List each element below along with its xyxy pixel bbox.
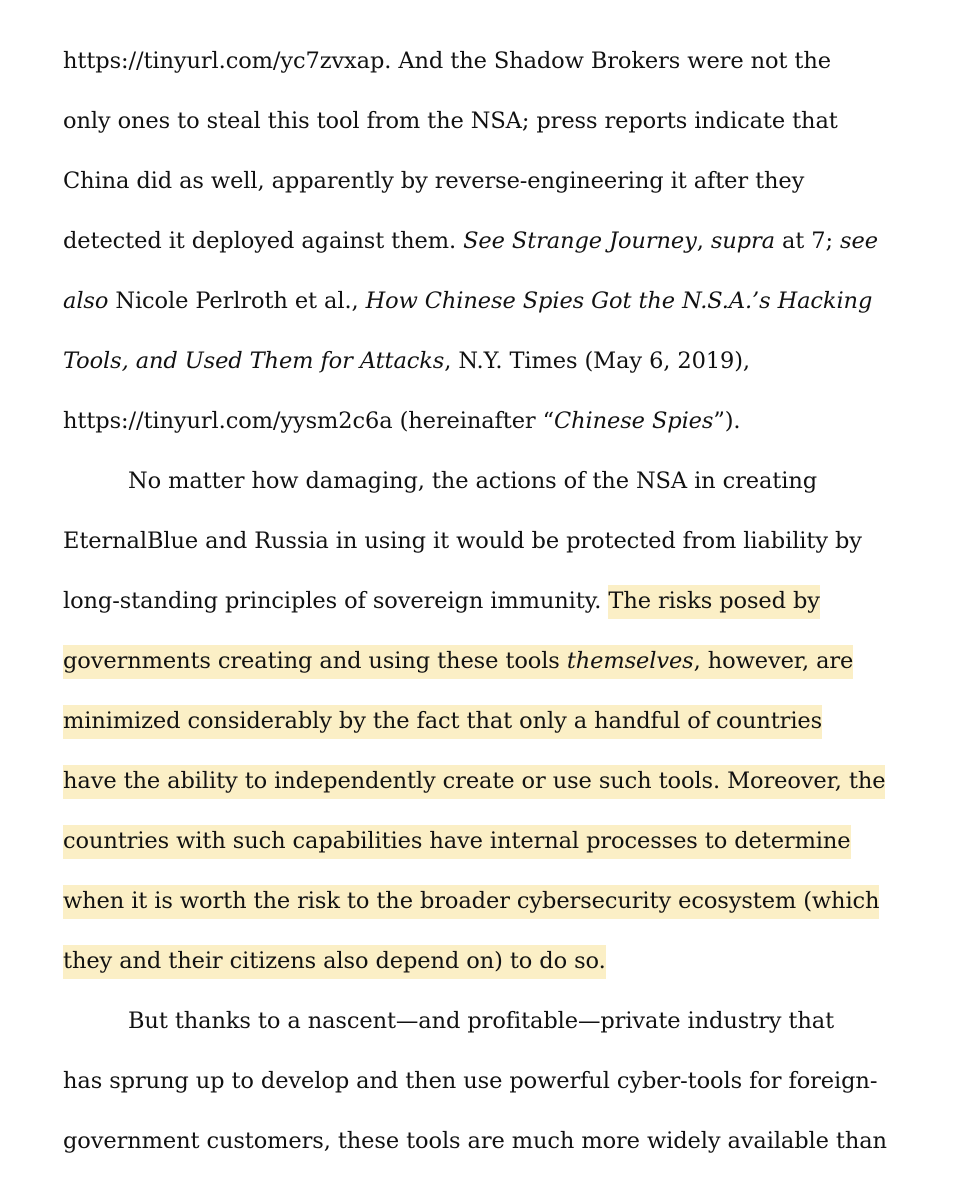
text-segment: , <box>696 228 711 254</box>
text-line <box>63 581 820 621</box>
text-line <box>63 641 853 681</box>
text-line <box>63 221 878 261</box>
text-segment: Tools, and Used Them for Attacks <box>63 348 445 374</box>
text-segment: detected it deployed against them. <box>63 228 464 254</box>
text-segment: at 7; <box>774 228 841 254</box>
text-segment: ”). <box>713 408 741 434</box>
text-line <box>128 461 817 501</box>
text-line <box>63 41 831 81</box>
text-line <box>63 701 822 741</box>
highlighted-text: when it is worth the risk to the broader cybersecurity ecosystem (which <box>63 885 879 919</box>
highlighted-text: The risks posed by <box>608 585 819 619</box>
text-segment: EternalBlue and Russia in using it would be protected from liability by <box>63 528 862 554</box>
text-segment: But thanks to a nascent—and profitable—private industry that <box>128 1008 835 1034</box>
text-segment: See Strange Journey <box>463 228 697 254</box>
text-line <box>63 761 885 801</box>
highlighted-text: minimized considerably by the fact that only a handful of countries <box>63 705 822 739</box>
text-segment: see <box>840 228 878 254</box>
text-line <box>63 821 851 861</box>
text-segment: https://tinyurl.com/yysm2c6a (hereinafter “ <box>63 408 555 434</box>
text-line <box>63 401 740 441</box>
text-segment: How Chinese Spies Got the N.S.A.’s Hacking <box>365 288 873 314</box>
text-line <box>63 341 750 381</box>
text-segment: Chinese Spies <box>554 408 714 434</box>
text-line <box>63 161 804 201</box>
text-segment: only ones to steal this tool from the NSA; press reports indicate that <box>63 108 838 134</box>
text-segment: long-standing principles of sovereign immunity. <box>63 588 609 614</box>
text-line <box>128 1001 834 1041</box>
text-segment: , N.Y. Times (May 6, 2019), <box>444 348 750 374</box>
text-line <box>63 941 606 981</box>
highlighted-text: countries with such capabilities have internal processes to determine <box>63 825 851 859</box>
highlighted-text: have the ability to independently create or use such tools. Moreover, the <box>63 765 885 799</box>
text-segment: Nicole Perlroth et al., <box>108 288 366 314</box>
highlighted-text: themselves <box>567 645 694 679</box>
text-line <box>63 521 862 561</box>
highlighted-text: governments creating and using these tools <box>63 645 567 679</box>
text-line <box>63 1121 887 1161</box>
text-line <box>63 101 838 141</box>
highlighted-text: , however, are <box>694 645 854 679</box>
text-segment: government customers, these tools are much more widely available than <box>63 1128 887 1154</box>
text-segment: also <box>63 288 109 314</box>
text-line <box>63 281 872 321</box>
text-segment: https://tinyurl.com/yc7zvxap. And the Shadow Brokers were not the <box>63 48 831 74</box>
text-segment: has sprung up to develop and then use powerful cyber-tools for foreign- <box>63 1068 878 1094</box>
text-line <box>63 1061 877 1101</box>
highlighted-text: they and their citizens also depend on) to do so. <box>63 945 606 979</box>
text-segment: supra <box>710 228 775 254</box>
text-segment: China did as well, apparently by reverse-engineering it after they <box>63 168 805 194</box>
text-line <box>63 881 879 921</box>
text-segment: No matter how damaging, the actions of the NSA in creating <box>128 468 818 494</box>
